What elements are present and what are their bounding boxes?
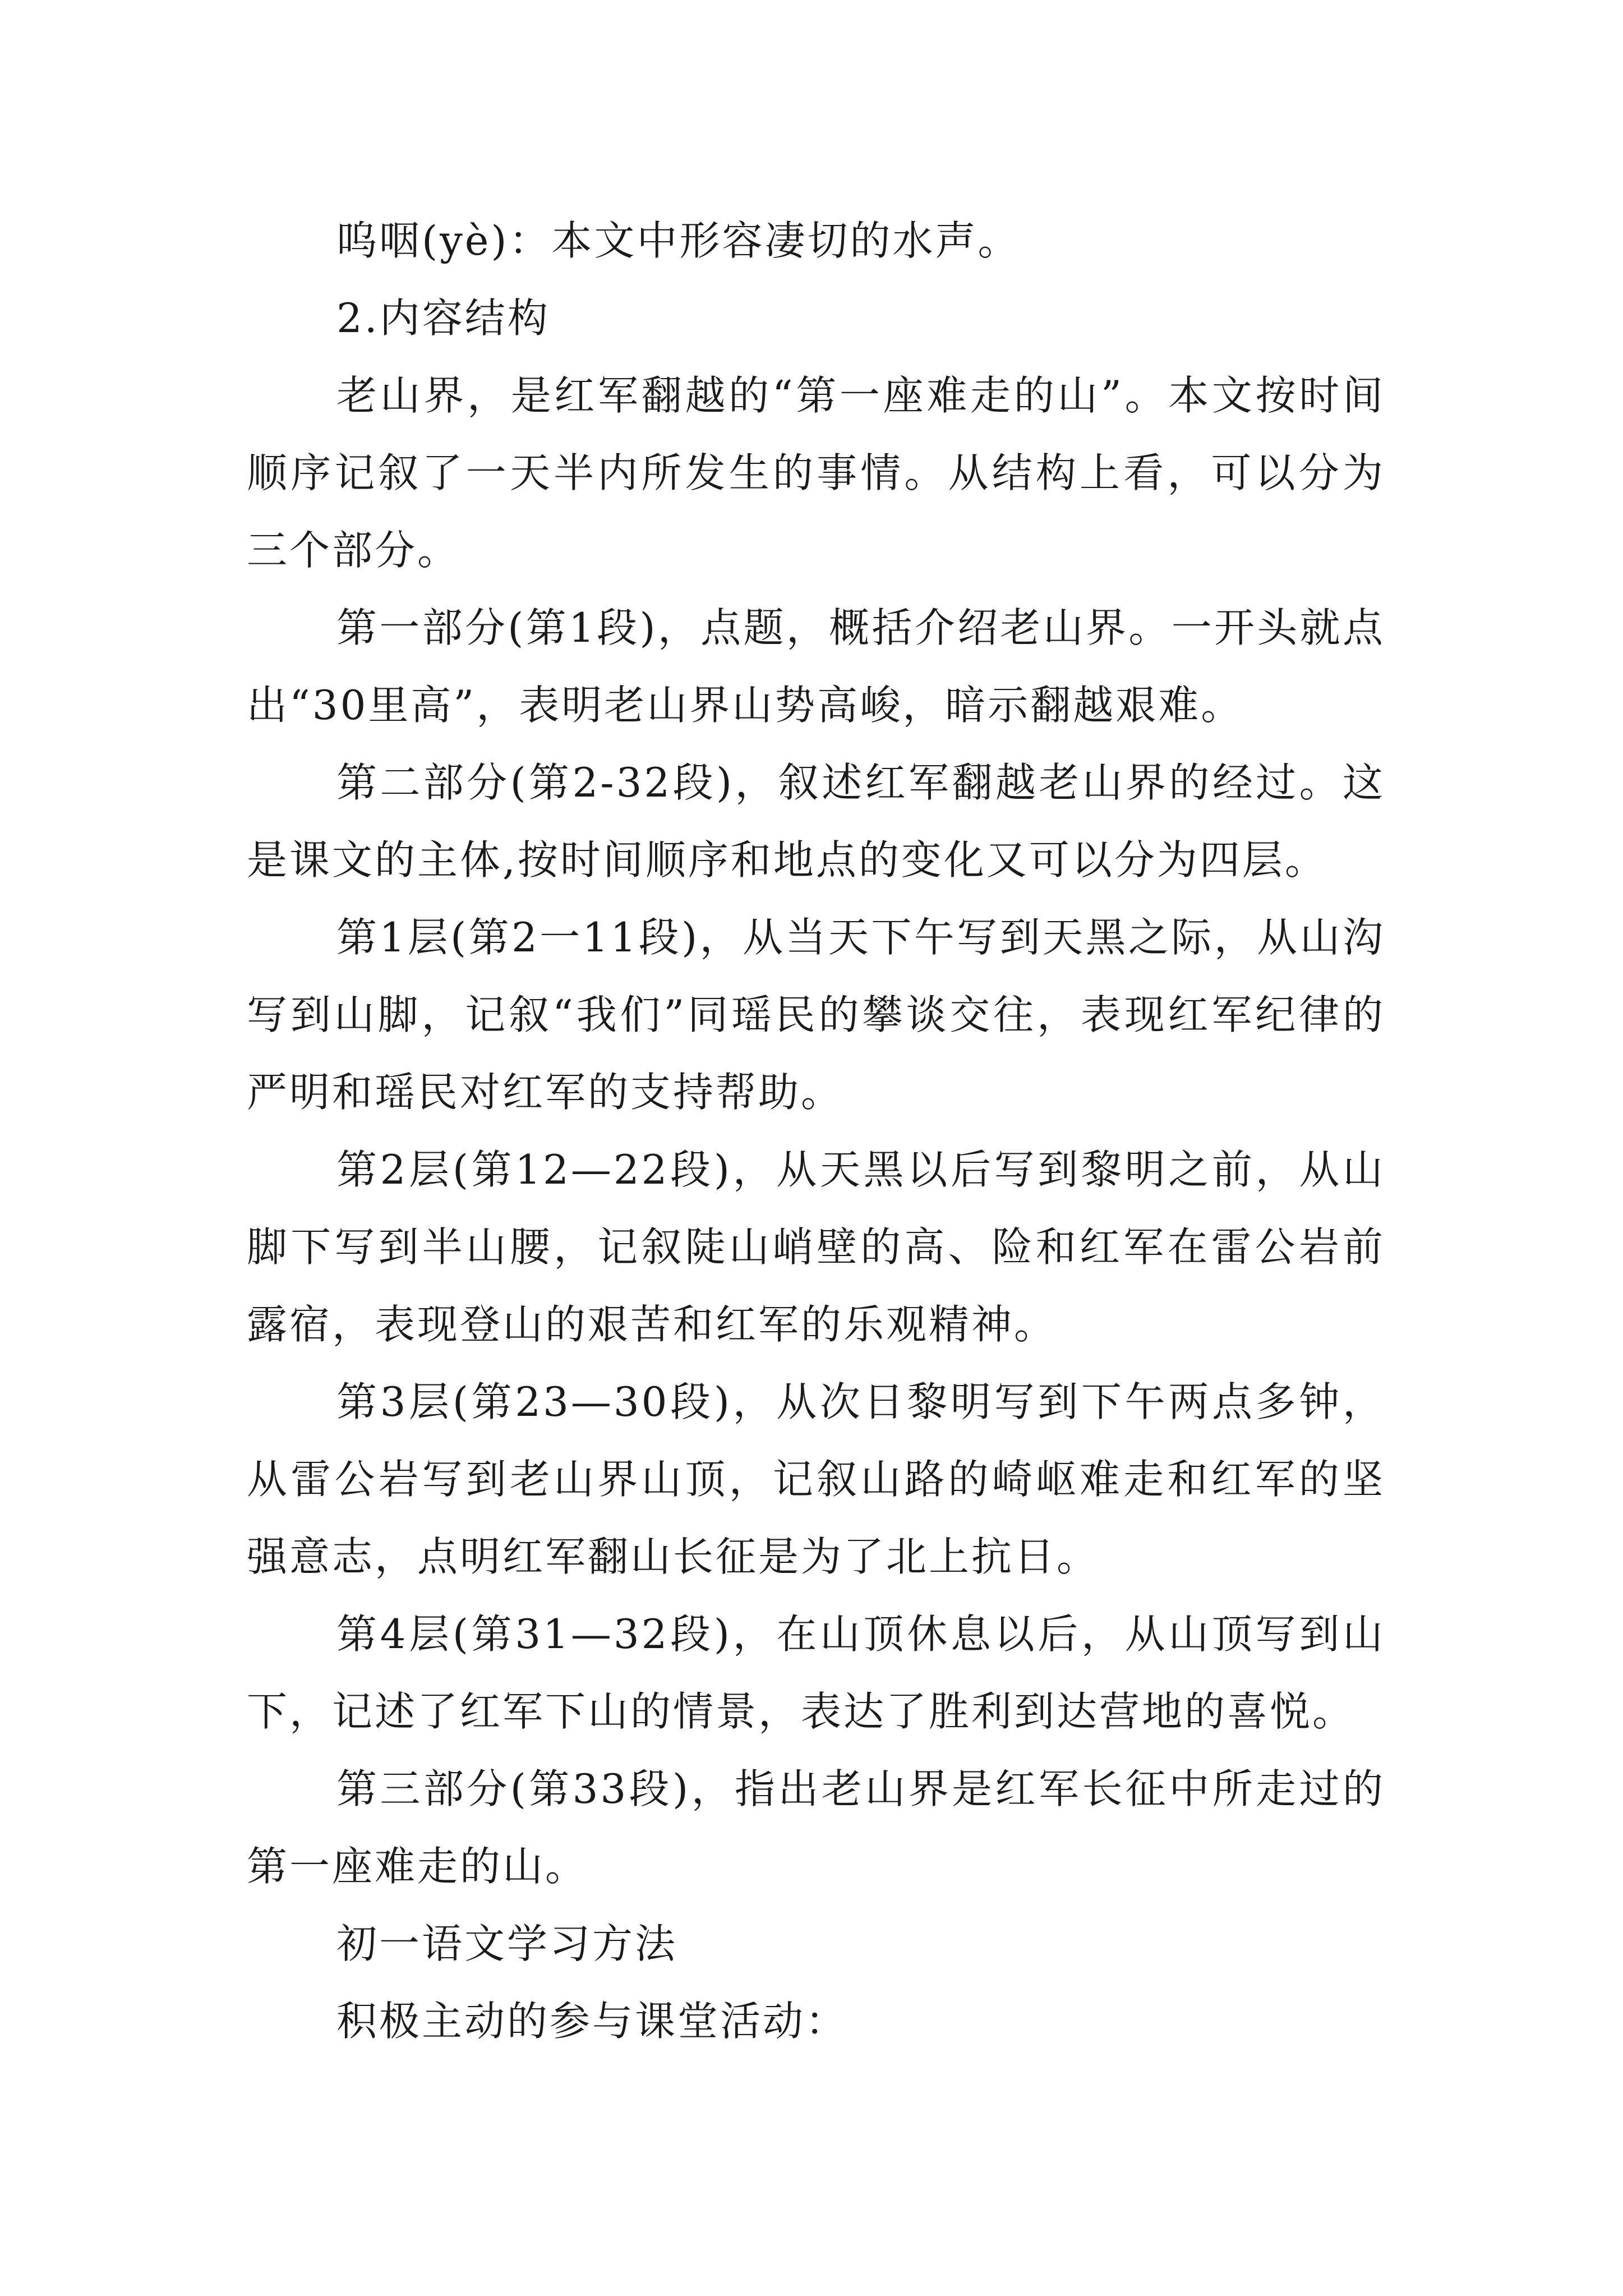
paragraph-layer-three: 第3层(第23—30段)，从次日黎明写到下午两点多钟，从雷公岩写到老山界山顶，记叙山路的崎岖难走和红军的坚强意志，点明红军翻山长征是为了北上抗日。 (247, 1378, 1385, 1580)
paragraph-layer-one: 第1层(第2一11段)，从当天下午写到天黑之际，从山沟写到山脚，记叙“我们”同瑶民的攀谈交往，表现红军纪律的严明和瑶民对红军的支持帮助。 (247, 914, 1385, 1116)
section-heading-study-methods: 初一语文学习方法 (336, 1920, 678, 1967)
paragraph-part-one: 第一部分(第1段)，点题，概括介绍老山界。一开头就点出“30里高”，表明老山界山势高峻，暗示翻越艰难。 (247, 604, 1385, 729)
document-body (247, 202, 1385, 2060)
paragraph-layer-four: 第4层(第31—32段)，在山顶休息以后，从山顶写到山下，记述了红军下山的情景，表达了胜利到达营地的喜悦。 (247, 1611, 1385, 1735)
section-heading-content-structure: 2.内容结构 (336, 295, 550, 342)
paragraph-intro: 老山界，是红军翻越的“第一座难走的山”。本文按时间顺序记叙了一天半内所发生的事情。从结构上看，可以分为三个部分。 (247, 372, 1385, 574)
paragraph-definition: 呜咽(yè)：本文中形容凄切的水声。 (336, 217, 1021, 264)
paragraph-part-three: 第三部分(第33段)，指出老山界是红军长征中所走过的第一座难走的山。 (247, 1765, 1385, 1890)
paragraph-class-participation: 积极主动的参与课堂活动： (336, 1998, 849, 2045)
paragraph-part-two: 第二部分(第2-32段)，叙述红军翻越老山界的经过。这是课文的主体,按时间顺序和地点的变化又可以分为四层。 (247, 759, 1385, 884)
paragraph-layer-two: 第2层(第12—22段)，从天黑以后写到黎明之前，从山脚下写到半山腰，记叙陡山峭壁的高、险和红军在雷公岩前露宿，表现登山的艰苦和红军的乐观精神。 (247, 1146, 1385, 1348)
